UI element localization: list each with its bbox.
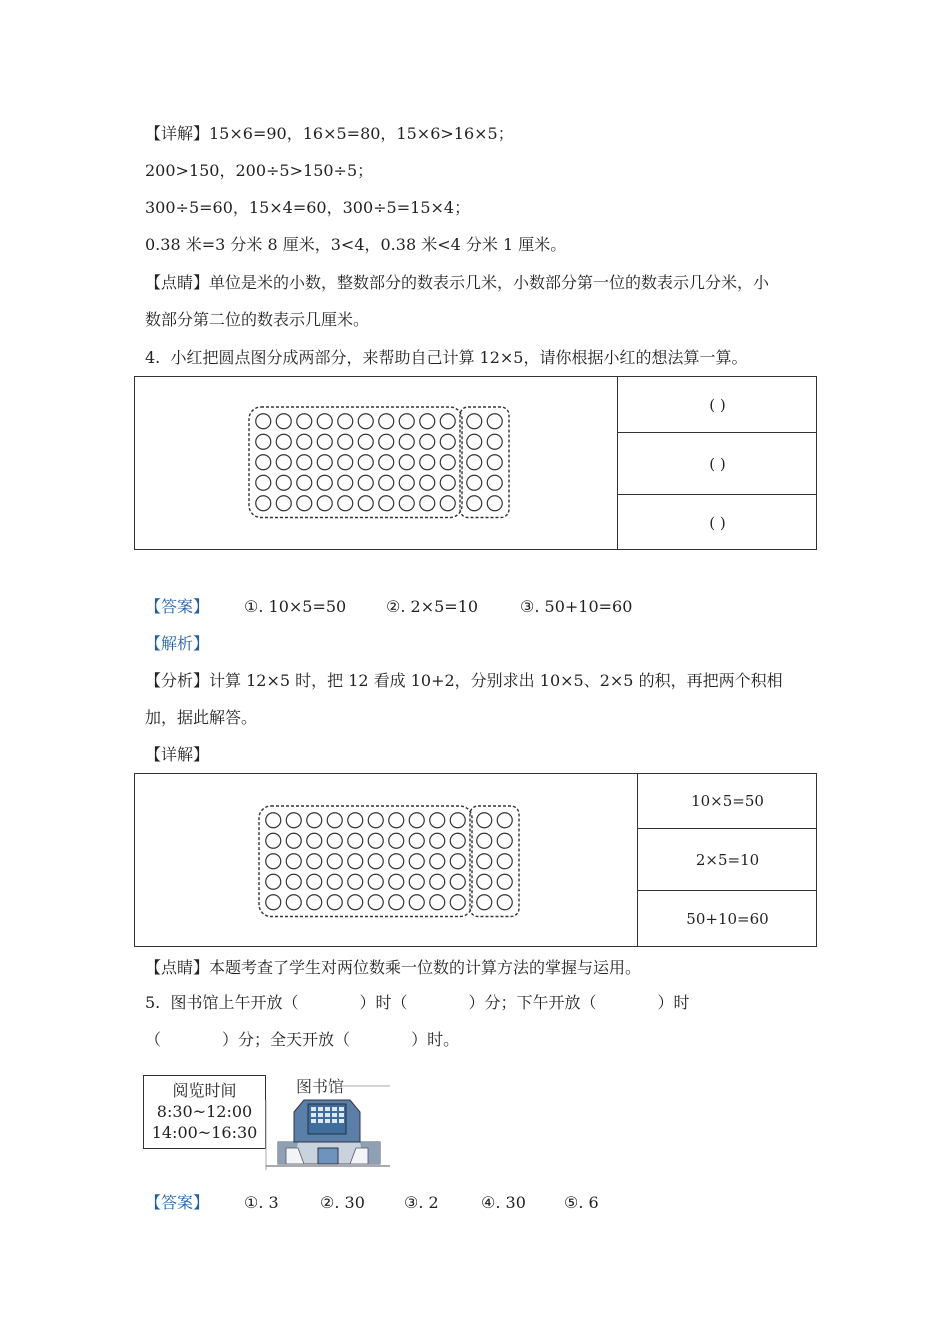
dot [487,414,502,429]
dot [477,833,492,848]
q4-answer-cell-1 [618,377,817,432]
dot [497,813,512,828]
detail-value-1: 10×5=50 [691,792,764,810]
detail-line-1: 【详解】15×6=90，16×5=80，15×6>16×5； [145,124,514,143]
card-title: 阅览时间 [172,1081,237,1100]
dot [487,496,502,511]
dot [477,854,492,869]
q4-answer-column [617,377,817,549]
dot [399,455,414,470]
dot [430,813,445,828]
answer-label-5: 【答案】 [145,1193,210,1212]
dot [297,414,312,429]
blank-paren-1[interactable]: ( ) [709,395,726,414]
dot [327,833,342,848]
dot [307,874,322,889]
dot [399,475,414,490]
dot [266,895,281,910]
dot [348,895,363,910]
dot [368,895,383,910]
dot [409,813,424,828]
dot [409,833,424,848]
dot [286,854,301,869]
point-line-1: 【点睛】单位是米的小数，整数部分的数表示几米，小数部分第一位的数表示几分米，小 [145,273,770,292]
dot [266,874,281,889]
dot [266,833,281,848]
dot [440,414,455,429]
dot [467,434,482,449]
dot [327,874,342,889]
detail-value-2: 2×5=10 [695,851,760,869]
dot [379,414,394,429]
dot [497,833,512,848]
dot [358,434,373,449]
dot [297,475,312,490]
dot [420,434,435,449]
detail-line-3: 300÷5=60，15×4=60，300÷5=15×4； [145,198,471,217]
answer4-item-1: ①. 10×5=50 [244,597,347,616]
dot [358,414,373,429]
dot [467,414,482,429]
dot [430,854,445,869]
dot [420,455,435,470]
dot [450,874,465,889]
dot [307,895,322,910]
dot [286,833,301,848]
detail-line-2: 200>150，200÷5>150÷5； [145,161,374,180]
dot [348,813,363,828]
answer5-item-2: ②. 30 [320,1193,365,1212]
dot [317,414,332,429]
dot [338,496,353,511]
dot [477,895,492,910]
dot [297,434,312,449]
dot [317,434,332,449]
dot [389,854,404,869]
dot [467,496,482,511]
dot [256,434,271,449]
dot [317,475,332,490]
dot [389,895,404,910]
dot [440,475,455,490]
dot [497,895,512,910]
dot [430,895,445,910]
dot [286,895,301,910]
dot [297,455,312,470]
dot [399,414,414,429]
answer-label-4: 【答案】 [145,597,210,616]
dot [276,496,291,511]
card-time-afternoon: 14:00~16:30 [151,1123,258,1142]
dot [327,895,342,910]
dot [338,475,353,490]
q4-answer-cell-2 [618,432,817,495]
blank-paren-3[interactable]: ( ) [709,513,726,532]
dot [256,455,271,470]
dot [276,414,291,429]
detail-label: 【详解】 [145,745,210,764]
dot [276,475,291,490]
q4-answer-cell-3 [618,494,817,550]
dot [430,874,445,889]
dot [399,496,414,511]
detail-value-3: 50+10=60 [686,910,769,928]
dot [379,496,394,511]
dot [266,813,281,828]
dot [368,813,383,828]
dot [477,874,492,889]
dot [276,455,291,470]
library-building-icon [264,1082,394,1172]
dot [467,455,482,470]
dot [327,854,342,869]
dot [409,874,424,889]
dot [307,813,322,828]
dot [379,434,394,449]
dot [348,874,363,889]
dot [256,496,271,511]
dot [286,813,301,828]
dot [430,833,445,848]
answer4-item-3: ③. 50+10=60 [520,597,633,616]
dot [256,475,271,490]
dot [348,854,363,869]
dot [327,813,342,828]
answer4-item-2: ②. 2×5=10 [386,597,479,616]
dot [358,475,373,490]
dot [307,833,322,848]
point-line-4: 【点睛】本题考查了学生对两位数乘一位数的计算方法的掌握与运用。 [145,958,642,977]
library-label: 图书馆 [296,1077,345,1096]
analysis-line-1: 【分析】计算 12×5 时，把 12 看成 10+2，分别求出 10×5、2×5 的积，再把两个积相 [145,671,783,690]
dot [440,434,455,449]
dot [440,455,455,470]
detail-line-4: 0.38 米=3 分米 8 厘米，3<4，0.38 米<4 分米 1 厘米。 [145,235,567,254]
analysis-line-2: 加，据此解答。 [145,708,258,727]
detail-cell-1 [638,774,817,828]
dot [450,813,465,828]
answer5-item-4: ④. 30 [481,1193,526,1212]
dot [420,496,435,511]
detail-cell-2 [638,828,817,891]
dot [368,874,383,889]
answer5-item-5: ⑤. 6 [564,1193,599,1212]
question-5-line-2: （ ）分；全天开放（ ）时。 [145,1030,460,1049]
dot [399,434,414,449]
question-5-line-1: 5. 图书馆上午开放（ ）时（ ）分；下午开放（ ）时 [145,993,690,1012]
point-line-2: 数部分第二位的数表示几厘米。 [145,310,370,329]
dot [338,455,353,470]
detail-answer-column [637,774,817,946]
blank-paren-2[interactable]: ( ) [709,455,726,473]
dot [440,496,455,511]
analysis-label: 【解析】 [145,634,210,653]
dot [256,414,271,429]
dot [450,854,465,869]
dot [409,895,424,910]
answer5-item-1: ①. 3 [244,1193,279,1212]
dot-grid-figure [135,377,617,549]
dot [389,813,404,828]
dot [276,434,291,449]
dot [297,496,312,511]
dot [389,833,404,848]
dot [358,496,373,511]
dot [317,496,332,511]
dot [497,874,512,889]
dot [317,455,332,470]
dot [286,874,301,889]
q4-table [134,376,817,550]
dot [368,833,383,848]
dot [338,434,353,449]
dot [389,874,404,889]
dot [358,455,373,470]
dot [420,414,435,429]
detail-table [134,773,817,947]
dot [266,854,281,869]
dot [338,414,353,429]
dot [368,854,383,869]
dot [487,475,502,490]
card-time-morning: 8:30~12:00 [156,1102,253,1121]
dot [450,833,465,848]
reading-time-card [143,1075,266,1149]
dot [487,434,502,449]
dot [420,475,435,490]
dot [379,475,394,490]
dot [409,854,424,869]
dot [379,455,394,470]
question-4: 4. 小红把圆点图分成两部分，来帮助自己计算 12×5，请你根据小红的想法算一算。 [145,348,748,367]
dot [497,854,512,869]
dot [487,455,502,470]
dot-grid-figure-detail [135,774,637,946]
dot [450,895,465,910]
dot [348,833,363,848]
dot [467,475,482,490]
dot [477,813,492,828]
detail-cell-3 [638,890,817,947]
answer5-item-3: ③. 2 [404,1193,439,1212]
dot [307,854,322,869]
